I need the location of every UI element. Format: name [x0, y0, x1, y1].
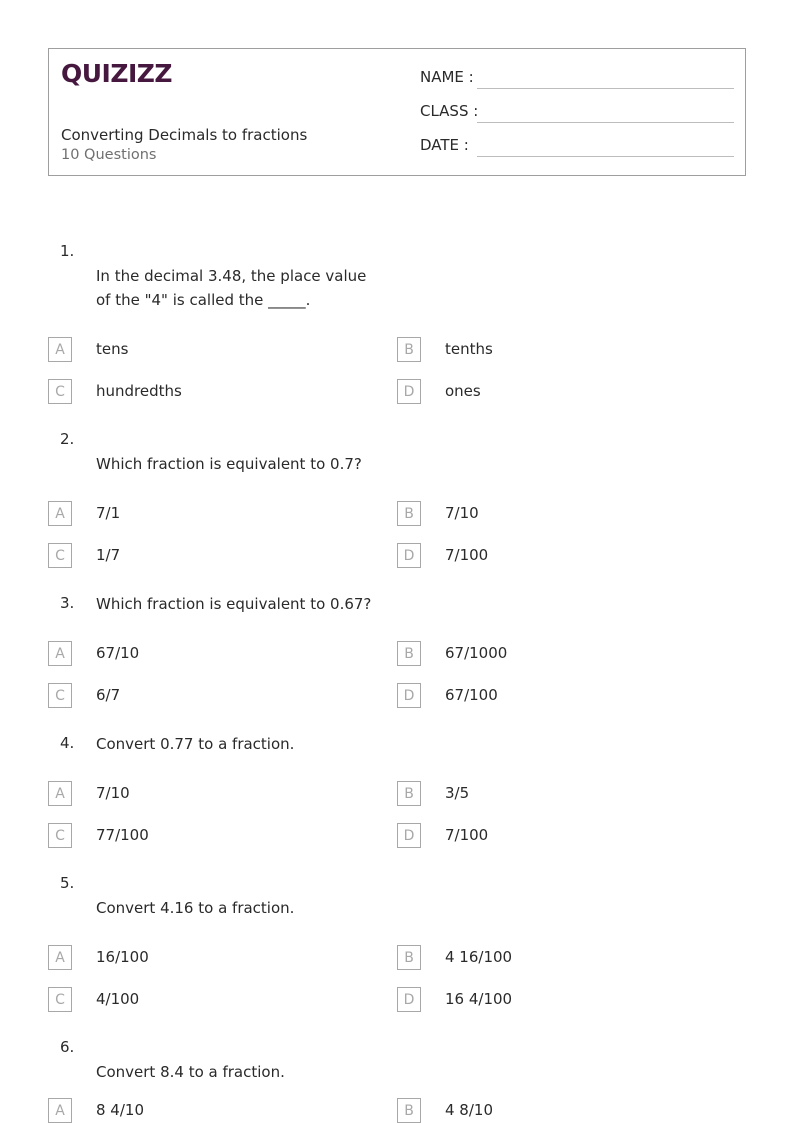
question-text — [96, 732, 294, 756]
option-text: 16/100 — [96, 948, 149, 966]
option-text: 7/100 — [445, 546, 489, 564]
worksheet-title: Converting Decimals to fractions — [61, 126, 308, 144]
question-text-line: Which fraction is equivalent to 0.67? — [96, 595, 372, 613]
question-text-line: Convert 8.4 to a fraction. — [96, 1063, 285, 1081]
question-text — [96, 896, 294, 920]
question-number: 3. — [60, 594, 75, 612]
quizizz-logo: QUIZIZZ — [61, 59, 173, 88]
class-label: CLASS : — [420, 102, 479, 120]
question-text-line: of the "4" is called the _____. — [96, 291, 311, 309]
option-letter: A — [48, 641, 72, 666]
option-letter: B — [397, 337, 421, 362]
option-letter: B — [397, 501, 421, 526]
option-letter: A — [48, 781, 72, 806]
option-text: 4 8/10 — [445, 1101, 493, 1119]
question-text — [96, 1060, 285, 1084]
option-text: hundredths — [96, 382, 182, 400]
question-number: 6. — [60, 1038, 75, 1056]
option-text: 6/7 — [96, 686, 121, 704]
option-letter: D — [397, 379, 421, 404]
option-letter: C — [48, 683, 72, 708]
option-text: 67/1000 — [445, 644, 508, 662]
option-text: tens — [96, 340, 129, 358]
question-number: 4. — [60, 734, 75, 752]
option-text: 7/1 — [96, 504, 121, 522]
option-letter: B — [397, 945, 421, 970]
option-text: 8 4/10 — [96, 1101, 144, 1119]
option-letter: D — [397, 823, 421, 848]
class-line[interactable] — [477, 122, 734, 123]
option-letter: B — [397, 641, 421, 666]
question-number: 1. — [60, 242, 75, 260]
question-text-line: Convert 0.77 to a fraction. — [96, 735, 295, 753]
option-letter: C — [48, 543, 72, 568]
option-text: 4/100 — [96, 990, 140, 1008]
question-text-line: In the decimal 3.48, the place value — [96, 267, 367, 285]
option-letter: C — [48, 987, 72, 1012]
option-text: 7/10 — [96, 784, 130, 802]
option-letter: C — [48, 823, 72, 848]
option-letter: B — [397, 781, 421, 806]
question-text-line: Which fraction is equivalent to 0.7? — [96, 455, 362, 473]
option-letter: A — [48, 945, 72, 970]
question-text — [96, 592, 371, 616]
option-text: 7/100 — [445, 826, 489, 844]
option-text: 3/5 — [445, 784, 470, 802]
option-text: 67/10 — [96, 644, 140, 662]
option-text: 4 16/100 — [445, 948, 513, 966]
question-number: 2. — [60, 430, 75, 448]
worksheet-header — [48, 48, 746, 176]
option-text: 7/10 — [445, 504, 479, 522]
option-letter: A — [48, 501, 72, 526]
question-text — [96, 452, 362, 476]
name-label: NAME : — [420, 68, 474, 86]
option-text: 1/7 — [96, 546, 121, 564]
question-text — [96, 264, 366, 312]
question-count: 10 Questions — [61, 147, 157, 163]
class-field[interactable] — [420, 102, 734, 126]
option-letter: A — [48, 337, 72, 362]
date-label: DATE : — [420, 136, 469, 154]
question-text-line: Convert 4.16 to a fraction. — [96, 899, 295, 917]
option-text: tenths — [445, 340, 493, 358]
option-letter: B — [397, 1098, 421, 1123]
option-text: 77/100 — [96, 826, 149, 844]
option-text: 67/100 — [445, 686, 498, 704]
option-letter: D — [397, 987, 421, 1012]
date-line[interactable] — [477, 156, 734, 157]
question-number: 5. — [60, 874, 75, 892]
name-line[interactable] — [477, 88, 734, 89]
option-letter: D — [397, 543, 421, 568]
option-text: 16 4/100 — [445, 990, 513, 1008]
date-field[interactable] — [420, 136, 734, 160]
name-field[interactable] — [420, 68, 734, 92]
option-text: ones — [445, 382, 481, 400]
option-letter: A — [48, 1098, 72, 1123]
option-letter: C — [48, 379, 72, 404]
option-letter: D — [397, 683, 421, 708]
